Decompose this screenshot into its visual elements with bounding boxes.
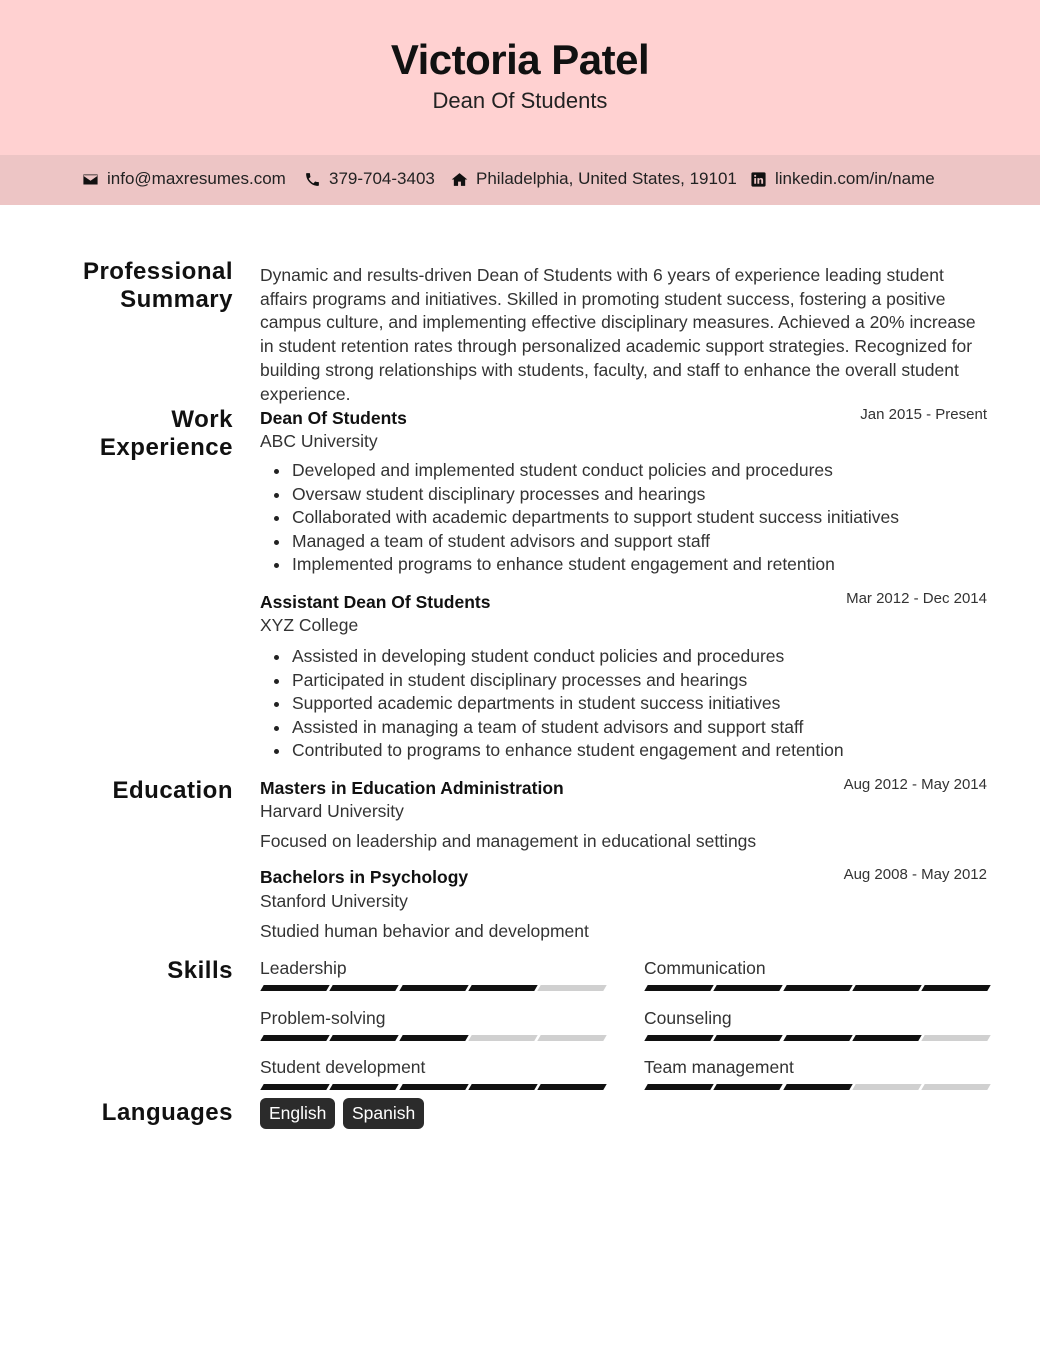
- resume-header: [0, 0, 1040, 155]
- job-bullets: [292, 459, 899, 577]
- degree-date: Aug 2012 - May 2014: [843, 776, 987, 793]
- skill-segment-filled: [783, 985, 852, 991]
- skill-name: Communication: [644, 958, 766, 978]
- skill-segment-empty: [537, 1035, 606, 1041]
- degree-title: Masters in Education Administration: [260, 778, 564, 798]
- degree-desc: Focused on leadership and management in educational settings: [260, 831, 757, 851]
- section-languages-heading: Languages: [101, 1099, 233, 1126]
- skill-segment-empty: [921, 1084, 990, 1090]
- phone-text: 379-704-3403: [329, 169, 435, 188]
- candidate-name: Victoria Patel: [390, 36, 650, 83]
- skill-segment-empty: [537, 985, 606, 991]
- skill-item: [260, 1057, 603, 1079]
- skill-name: Counseling: [644, 1008, 732, 1028]
- skill-item: [644, 958, 987, 980]
- phone-icon: [304, 171, 321, 188]
- linkedin-text: linkedin.com/in/name: [775, 169, 935, 188]
- list-item: Assisted in managing a team of student advisors and support staff: [292, 716, 844, 740]
- language-tag: Spanish: [343, 1098, 424, 1129]
- skill-segment-filled: [537, 1084, 606, 1090]
- job-date: Mar 2012 - Dec 2014: [846, 590, 987, 607]
- degree-date: Aug 2008 - May 2012: [843, 866, 987, 883]
- skill-segment-filled: [330, 1035, 399, 1041]
- skill-segment-empty: [468, 1035, 537, 1041]
- skill-level-bar: [260, 1035, 603, 1041]
- skill-segment-filled: [260, 1035, 329, 1041]
- email-text: info@maxresumes.com: [107, 169, 286, 188]
- list-item: Collaborated with academic departments to support student success initiatives: [292, 506, 899, 530]
- contact-linkedin[interactable]: [750, 169, 935, 189]
- skill-level-bar: [644, 985, 987, 991]
- job-org: ABC University: [260, 431, 378, 451]
- home-icon: [451, 171, 468, 188]
- skill-segment-filled: [330, 1084, 399, 1090]
- job-title: Dean Of Students: [260, 408, 407, 428]
- skill-segment-filled: [714, 1035, 783, 1041]
- skill-segment-filled: [921, 985, 990, 991]
- skill-name: Team management: [644, 1057, 794, 1077]
- skill-level-bar: [260, 985, 603, 991]
- skill-segment-filled: [852, 985, 921, 991]
- skill-segment-filled: [260, 1084, 329, 1090]
- skill-segment-filled: [644, 1035, 713, 1041]
- summary-heading-line2: Summary: [120, 286, 233, 313]
- list-item: Developed and implemented student conduct policies and procedures: [292, 459, 899, 483]
- contact-email[interactable]: [82, 169, 286, 189]
- degree-school: Stanford University: [260, 891, 408, 911]
- skill-item: [644, 1057, 987, 1079]
- work-heading-line1: Work: [171, 406, 233, 433]
- skill-name: Student development: [260, 1057, 426, 1077]
- envelope-icon: [82, 171, 99, 188]
- degree-school: Harvard University: [260, 801, 404, 821]
- skill-segment-filled: [330, 985, 399, 991]
- skill-segment-filled: [399, 985, 468, 991]
- linkedin-icon: [750, 171, 767, 188]
- skill-segment-filled: [852, 1035, 921, 1041]
- section-summary-heading: [83, 258, 233, 314]
- skill-level-bar: [644, 1035, 987, 1041]
- job-date: Jan 2015 - Present: [860, 406, 987, 423]
- skill-segment-filled: [468, 985, 537, 991]
- contact-location: [451, 169, 737, 189]
- skill-item: [260, 1008, 603, 1030]
- list-item: Contributed to programs to enhance student engagement and retention: [292, 739, 844, 763]
- skill-segment-filled: [468, 1084, 537, 1090]
- skill-segment-empty: [921, 1035, 990, 1041]
- list-item: Oversaw student disciplinary processes and hearings: [292, 483, 899, 507]
- skill-name: Leadership: [260, 958, 347, 978]
- contact-bar: [0, 155, 1040, 205]
- summary-text: Dynamic and results-driven Dean of Students with 6 years of experience leading student affairs programs and initiatives. Skilled in promoting student success, fostering a positive campus culture, and implementing effective disciplinary measures. Achieved a 20% increase in student retention rates through personalized academic support strategies. Recognized for building strong relationships with students, faculty, and staff to enhance the overall student experience.: [260, 265, 976, 404]
- skill-segment-filled: [714, 1084, 783, 1090]
- skill-item: [260, 958, 603, 980]
- list-item: Participated in student disciplinary processes and hearings: [292, 669, 844, 693]
- list-item: Supported academic departments in student success initiatives: [292, 692, 844, 716]
- skill-level-bar: [260, 1084, 603, 1090]
- skill-segment-filled: [783, 1084, 852, 1090]
- job-org: XYZ College: [260, 615, 359, 635]
- skill-segment-filled: [644, 1084, 713, 1090]
- job-bullets: [292, 645, 844, 763]
- contact-phone[interactable]: [304, 169, 435, 189]
- list-item: Assisted in developing student conduct policies and procedures: [292, 645, 844, 669]
- summary-heading-line1: Professional: [82, 258, 233, 285]
- degree-desc: Studied human behavior and development: [260, 921, 589, 941]
- candidate-title: Dean Of Students: [432, 88, 608, 113]
- skill-segment-filled: [399, 1035, 468, 1041]
- section-skills-heading: Skills: [167, 957, 233, 984]
- location-text: Philadelphia, United States, 19101: [476, 169, 737, 188]
- skill-segment-empty: [852, 1084, 921, 1090]
- skill-level-bar: [644, 1084, 987, 1090]
- skill-segment-filled: [783, 1035, 852, 1041]
- section-education-heading: Education: [112, 777, 233, 804]
- skill-name: Problem-solving: [260, 1008, 386, 1028]
- language-tag: English: [260, 1098, 335, 1129]
- list-item: Managed a team of student advisors and support staff: [292, 530, 899, 554]
- work-heading-line2: Experience: [99, 434, 233, 461]
- skill-item: [644, 1008, 987, 1030]
- skill-segment-filled: [714, 985, 783, 991]
- job-title: Assistant Dean Of Students: [260, 592, 491, 612]
- list-item: Implemented programs to enhance student engagement and retention: [292, 553, 899, 577]
- section-work-heading: [100, 406, 233, 462]
- skill-segment-filled: [644, 985, 713, 991]
- skill-segment-filled: [260, 985, 329, 991]
- skill-segment-filled: [399, 1084, 468, 1090]
- degree-title: Bachelors in Psychology: [260, 867, 469, 887]
